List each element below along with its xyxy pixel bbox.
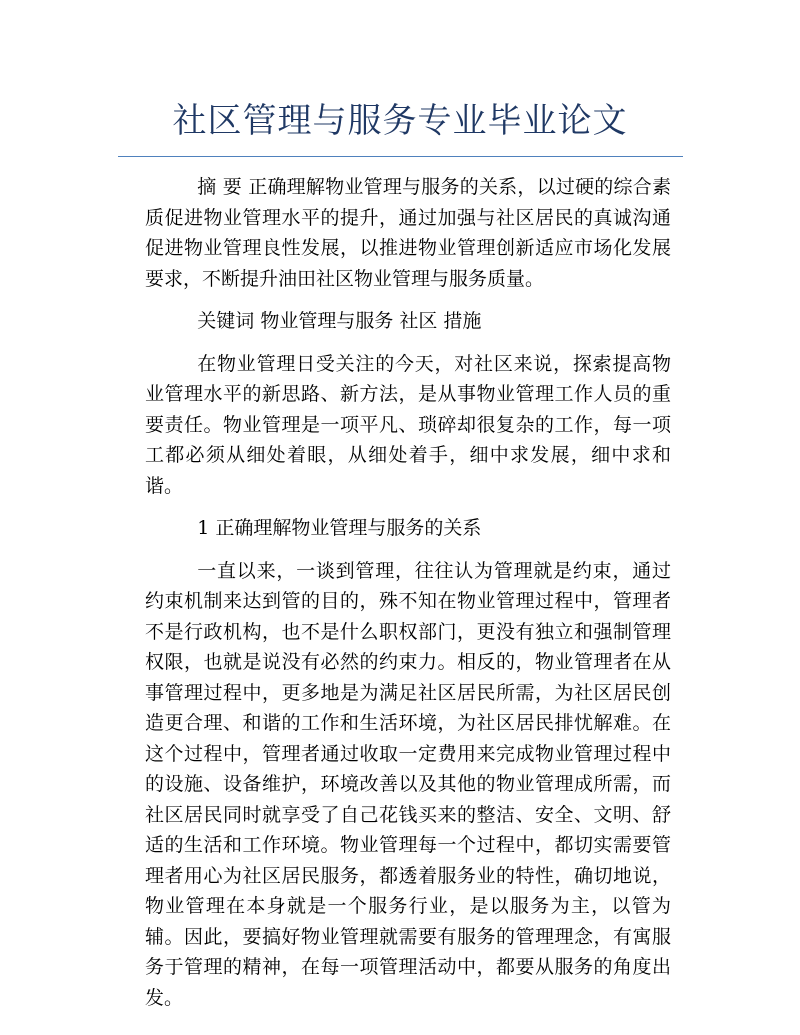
spacer	[145, 544, 671, 556]
spacer	[145, 337, 671, 349]
spacer	[145, 294, 671, 306]
keywords-paragraph	[145, 306, 671, 337]
intro-paragraph: 在物业管理日受关注的今天，对社区来说，探索提高物业管理水平的新思路、新方法，是从事物业管理工作人员的重要责任。物业管理是一项平凡、琐碎却很复杂的工作，每一项工都必须从细处着眼，从细处着手，细中求发展，细中求和谐。	[145, 352, 671, 497]
keywords-text: 物业管理与服务 社区 措施	[260, 310, 482, 332]
spacer	[145, 501, 671, 513]
abstract-paragraph	[145, 172, 671, 294]
section-1-paragraph: 一直以来，一谈到管理，往往认为管理就是约束，通过约束机制来达到管的目的，殊不知在物业管理过程中，管理者不是行政机构，也不是什么职权部门，更没有独立和强制管理权限，也就是说没有必然的约束力。相反的，物业管理者在从事管理过程中，更多地是为满足社区居民所需，为社区居民创造更合理、和谐的工作和生活环境，为社区居民排忧解难。在这个过程中，管理者通过收取一定费用来完成物业管理过程中的设施、设备维护，环境改善以及其他的物业管理成所需，而社区居民同时就享受了自己花钱买来的整洁、安全、文明、舒适的生活和工作环境。物业管理每一个过程中，都切实需要管理者用心为社区居民服务，都透着服务业的特性，确切地说，物业管理在本身就是一个服务行业，是以服务为主，以管为辅。因此，要搞好物业管理就需要有服务的管理理念，有寓服务于管理的精神，在每一项管理活动中，都要从服务的角度出发。	[145, 559, 671, 1009]
document-body	[145, 172, 671, 1013]
section-1-heading: 1 正确理解物业管理与服务的关系	[197, 517, 482, 539]
page-title: 社区管理与服务专业毕业论文	[172, 101, 628, 141]
abstract-text: 正确理解物业管理与服务的关系，以过硬的综合素质促进物业管理水平的提升，通过加强与社区居民的真诚沟通促进物业管理良性发展，以推进物业管理创新适应市场化发展要求，不断提升油田社区物业管理与服务质量。	[145, 176, 671, 290]
abstract-label: 摘 要	[197, 176, 242, 198]
title-underline	[118, 156, 683, 157]
keywords-label: 关键词	[197, 310, 255, 332]
